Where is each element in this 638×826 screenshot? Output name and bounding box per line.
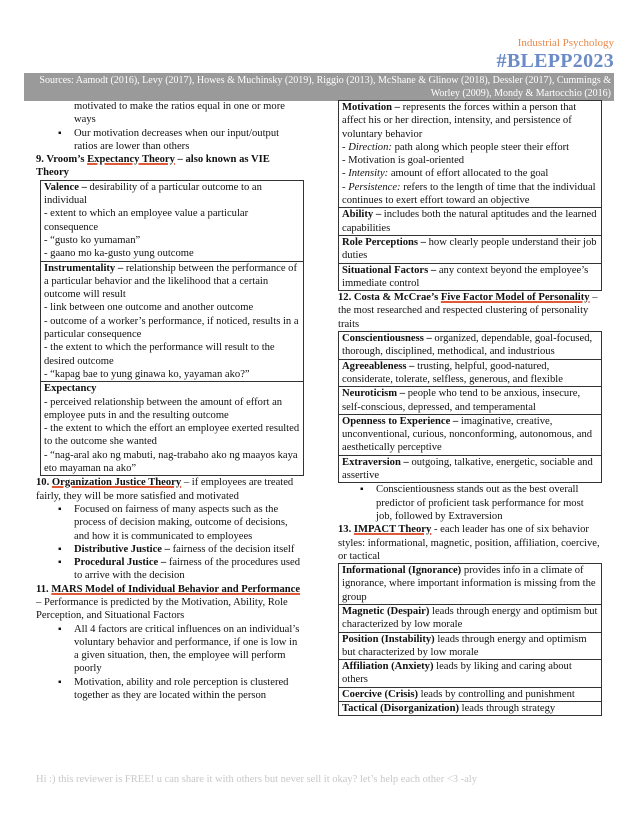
style-cell: Position (Instability) leads through energy and optimism but characterized by low morale xyxy=(339,632,601,660)
org-justice-bullet: ▪ Focused on fairness of many aspects such as the process of decision making, outcome of decisions, and how it is communicated to employees xyxy=(36,503,304,543)
equity-bullet: ▪ Our motivation decreases when our input/output ratios are lower than others xyxy=(36,127,304,154)
impact-table xyxy=(338,563,602,716)
distributive-justice-bullet: ▪ Distributive Justice – fairness of the decision itself xyxy=(36,543,304,556)
style-cell: Magnetic (Despair) leads through energy and optimism but characterized by low morale xyxy=(339,604,601,632)
conscientiousness-bullet: ▪ Conscientiousness stands out as the best overall predictor of proficient task performance for most job, followed by Extraversion xyxy=(338,483,602,523)
expectancy-cell: Expectancy - perceived relationship between the amount of effort an employee puts in and the resulting outcome - the extent to which the effort an employee exerted resulted to the outcome she wanted - “nag-aral ako ng mabuti, nag-trabaho ako ng maayos kaya eto mayaman na ako” xyxy=(41,381,303,475)
mars-bullet: ▪ Motivation, ability and role perception is clustered together as they are located within the person xyxy=(36,676,304,703)
trait-cell: Openness to Experience – imaginative, creative, unconventional, curious, nonconforming, autonomous, and aesthetically perceptive xyxy=(339,414,601,455)
style-cell: Coercive (Crisis) leads by controlling and punishment xyxy=(339,687,601,701)
style-cell: Affiliation (Anxiety) leads by liking and caring about others xyxy=(339,659,601,687)
procedural-justice-bullet: ▪ Procedural Justice – fairness of the procedures used to arrive with the decision xyxy=(36,556,304,583)
style-cell: Informational (Ignorance) provides info in a climate of ignorance, where important information is missing from the group xyxy=(342,565,596,603)
mars-bullet: ▪ All 4 factors are critical influences on an individual’s voluntary behavior and performance, if one is low in a given situation, then, the employee will perform poorly xyxy=(36,623,304,676)
instrumentality-cell: Instrumentality – relationship between the performance of a particular behavior and the likelihood that a certain outcome will result - link between one outcome and another outcome - outcome of a worker’s performance, if noticed, results in a particular consequence - the extent to which the performance will result to the desired outcome - “kapag bae to yung ginawa ko, yayaman ako?” xyxy=(41,261,303,382)
trait-cell: Agreeableness – trusting, helpful, good-natured, considerate, tolerate, selfless, generous, and flexible xyxy=(339,359,601,387)
five-factor-table xyxy=(338,331,602,483)
vie-table xyxy=(40,180,304,477)
trait-cell: Conscientiousness – organized, dependable, goal-focused, thorough, disciplined, methodical, and industrious xyxy=(342,333,593,358)
trait-cell: Extraversion – outgoing, talkative, energetic, sociable and assertive xyxy=(339,455,601,483)
mars-heading: 11. MARS Model of Individual Behavior and Performance – Performance is predicted by the Motivation, Ability, Role Perception, and Situational Factors xyxy=(36,583,301,622)
equity-continuation: motivated to make the ratios equal in one or more ways xyxy=(74,101,285,126)
mars-table xyxy=(338,100,602,291)
right-column xyxy=(338,100,602,716)
org-justice-heading: 10. Organization Justice Theory – if employees are treated fairly, they will be more satisfied and motivated xyxy=(36,477,294,502)
situational-factors-cell: Situational Factors – any context beyond the employee’s immediate control xyxy=(339,263,601,291)
motivation-cell: Motivation – represents the forces within a person that affect his or her direction, intensity, and persistence of voluntary behavior - Direction: path along which people steer their effort - Motivation is goal-oriented - Intensity: amount of effort allocated to the goal - Persistence: refers to the length of time that the individual continues to exert effort toward an objective xyxy=(342,102,596,207)
impact-heading: 13. IMPACT Theory - each leader has one of six behavior styles: informational, magnetic, position, affiliation, coercive, or tactical xyxy=(338,524,600,562)
style-cell: Tactical (Disorganization) leads through strategy xyxy=(339,701,601,715)
footer-note: Hi :) this reviewer is FREE! u can share it with others but never sell it okay? let’s help each other <3 -aly xyxy=(36,774,477,785)
ability-cell: Ability – includes both the natural aptitudes and the learned capabilities xyxy=(339,207,601,235)
valence-cell: Valence – desirability of a particular outcome to an individual - extent to which an employee value a particular consequence - “gusto ko yumaman” - gaano mo ka-gusto yung outcome xyxy=(44,181,262,260)
subject-label: Industrial Psychology xyxy=(517,37,614,49)
trait-cell: Neuroticism – people who tend to be anxious, insecure, self-conscious, depressed, and temperamental xyxy=(339,386,601,414)
vroom-heading: 9. Vroom’s Expectancy Theory – also known as VIE Theory xyxy=(36,154,270,179)
sources-banner: Sources: Aamodt (2016), Levy (2017), Howes & Muchinsky (2019), Riggio (2013), McShane & Glinow (2018), Dessler (2017), Cummings & Worley (2009), Mondy & Martocchio (2016) xyxy=(24,73,614,101)
role-perceptions-cell: Role Perceptions – how clearly people understand their job duties xyxy=(339,235,601,263)
hashtag-title: #BLEPP2023 xyxy=(496,50,614,72)
left-column xyxy=(36,100,304,702)
five-factor-heading: 12. Costa & McCrae’s Five Factor Model of Personality – the most researched and respected clustering of personality traits xyxy=(338,292,598,330)
